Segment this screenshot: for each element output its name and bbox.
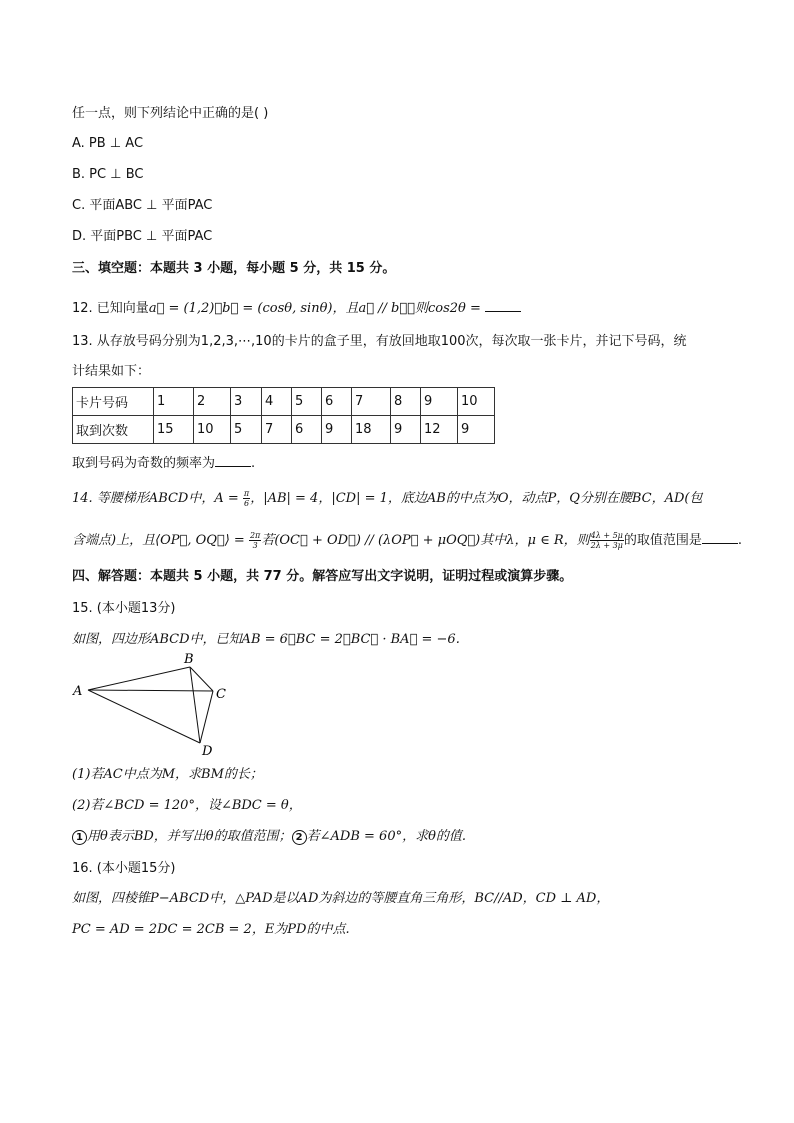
q11-stem-tail: 任一点，则下列结论中正确的是( ) <box>72 106 269 121</box>
q12-answer-blank <box>485 299 521 312</box>
q14-line2-c: 的取值范围是 <box>623 533 702 548</box>
fraction-numerator: π <box>243 489 250 498</box>
table-cell: 7 <box>352 388 391 416</box>
q14-line1-a: 14. 等腰梯形ABCD中，A = <box>72 491 239 506</box>
table-cell: 5 <box>231 416 262 444</box>
q11-option-c: C. 平面ABC ⊥ 平面PAC <box>72 198 213 213</box>
q13-end: . <box>251 456 256 471</box>
label-a: A <box>73 684 83 699</box>
q13-answer-blank <box>215 454 251 467</box>
table-cell: 7 <box>262 416 292 444</box>
table-cell: 15 <box>154 416 194 444</box>
label-b: B <box>184 652 194 667</box>
q14-line1 <box>72 489 703 508</box>
label-c: C <box>216 687 226 702</box>
table-row <box>73 416 495 444</box>
q11-option-d: D. 平面PBC ⊥ 平面PAC <box>72 229 213 244</box>
q15-sub2: 若∠ADB = 60°，求θ的值. <box>306 829 467 844</box>
table-cell: 10 <box>458 388 495 416</box>
q13-table <box>72 387 495 444</box>
section4-heading: 四、解答题：本题共 5 小题，共 77 分。解答应写出文字说明，证明过程或演算步骤。 <box>72 569 573 584</box>
q15-part2: (2)若∠BCD = 120°，设∠BDC = θ， <box>72 798 302 813</box>
q15-quadrilateral-figure <box>66 650 246 762</box>
row2-label: 取到次数 <box>73 416 154 444</box>
q15-stem: 如图，四边形ABCD中，已知AB = 6，BC = 2，BC⃗ · BA⃗ = −6. <box>72 632 460 647</box>
q16-line2: PC = AD = 2DC = 2CB = 2，E为PD的中点. <box>72 922 350 937</box>
fraction-denominator: 3 <box>252 541 258 550</box>
table-cell: 9 <box>421 388 458 416</box>
q12-text-b: a⃗ = (1,2)，b⃗ = (cosθ, sinθ)，且 <box>148 301 359 316</box>
q12-line <box>72 299 521 318</box>
fraction-numerator: 4λ + 5μ <box>590 531 623 540</box>
q13-question <box>72 454 255 473</box>
q15-part1: (1)若AC中点为M，求BM的长； <box>72 767 263 782</box>
table-cell: 18 <box>352 416 391 444</box>
section3-heading: 三、填空题：本题共 3 小题，每小题 5 分，共 15 分。 <box>72 261 396 276</box>
circled-number-2: 2 <box>292 830 307 845</box>
q14-line2-b: 若(OC⃗ + OD⃗) // (λOP⃗ + μOQ⃗)其中λ，μ ∈ R，则 <box>261 533 590 548</box>
table-cell: 5 <box>292 388 322 416</box>
q14-ratio-fraction <box>590 531 624 550</box>
q13-question-text: 取到号码为奇数的频率为 <box>72 456 216 471</box>
q14-end: . <box>737 533 743 548</box>
fraction-numerator: 2π <box>249 531 261 540</box>
edge-bd <box>190 667 200 743</box>
table-cell: 6 <box>292 416 322 444</box>
q11-option-b: B. PC ⊥ BC <box>72 167 144 182</box>
table-cell: 10 <box>194 416 231 444</box>
table-cell: 6 <box>322 388 352 416</box>
q13-line1: 13. 从存放号码分别为1,2,3,⋯,10的卡片的盒子里，有放回地取100次，每次取一张卡片，并记下号码，统 <box>72 334 687 349</box>
q11-option-a: A. PB ⊥ AC <box>72 136 144 151</box>
q14-line1-b: ，|AB| = 4，|CD| = 1，底边AB的中点为O，动点P，Q分别在腰BC，AD(包 <box>250 491 703 506</box>
q12-text-a: 12. 已知向量 <box>72 301 149 316</box>
table-cell: 9 <box>391 416 421 444</box>
edge-ac <box>88 690 213 691</box>
circled-number-1: 1 <box>72 830 87 845</box>
q14-answer-blank <box>702 531 738 544</box>
table-row <box>73 388 495 416</box>
edge-cd <box>200 691 213 743</box>
table-cell: 1 <box>154 388 194 416</box>
q16-title: 16. (本小题15分) <box>72 861 176 876</box>
q13-line2: 计结果如下： <box>72 364 151 379</box>
q15-sub1: 用θ表示BD，并写出θ的取值范围； <box>87 829 292 844</box>
edge-ab <box>88 667 190 690</box>
q15-title: 15. (本小题13分) <box>72 601 176 616</box>
table-cell: 9 <box>322 416 352 444</box>
table-cell: 9 <box>458 416 495 444</box>
q14-line2 <box>72 531 742 550</box>
label-d: D <box>202 744 213 759</box>
table-cell: 2 <box>194 388 231 416</box>
table-cell: 4 <box>262 388 292 416</box>
fraction-denominator: 2λ + 3μ <box>590 541 623 550</box>
edge-bc <box>190 667 213 691</box>
q14-line2-a: 含端点)上，且⟨OP⃗, OQ⃗⟩ = <box>72 533 245 548</box>
q15-subparts <box>72 828 466 846</box>
edge-ad <box>88 690 200 743</box>
q12-text-c: a⃗ // b⃗，则 <box>358 301 428 316</box>
table-cell: 3 <box>231 388 262 416</box>
fraction-denominator: 6 <box>244 499 250 508</box>
table-cell: 12 <box>421 416 458 444</box>
table-cell: 8 <box>391 388 421 416</box>
row1-label: 卡片号码 <box>73 388 154 416</box>
q14-angle2-fraction <box>249 531 261 550</box>
q16-line1: 如图，四棱锥P−ABCD中，△PAD是以AD为斜边的等腰直角三角形，BC//AD，CD ⊥ AD， <box>72 891 610 906</box>
q12-text-d: cos2θ = <box>427 301 481 316</box>
